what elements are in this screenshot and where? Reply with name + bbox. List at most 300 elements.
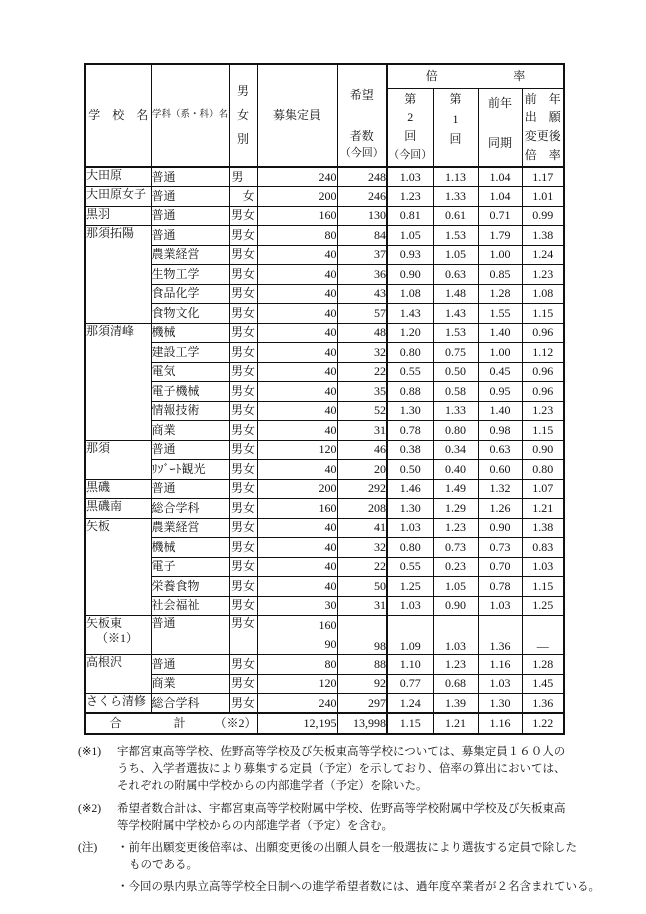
applicants-cell: 37 xyxy=(337,245,387,265)
ratio-prev-year-cell: 0.95 xyxy=(478,382,522,402)
department-cell: 社会福祉 xyxy=(151,596,229,616)
school-name: 黒羽 xyxy=(86,206,111,221)
ratio-prev-year-cell: 1.36 xyxy=(478,616,522,655)
gender-header-line: 男 xyxy=(236,84,249,98)
ratio-prev-year-cell: 1.00 xyxy=(478,343,522,363)
capacity-cell: 40 xyxy=(257,343,337,363)
ratio-round2-cell: 1.03 xyxy=(387,596,433,616)
ratio-round1-cell: 0.34 xyxy=(433,440,478,460)
ratio-round1-cell: 0.80 xyxy=(433,421,478,441)
col-header-round2 xyxy=(387,88,433,167)
school-footnote-ref: （※1） xyxy=(96,631,139,645)
department-cell: 普通 xyxy=(151,187,229,207)
col-header-department-label: 学科（系・科）名 xyxy=(151,110,228,120)
round2-header-line: 第 xyxy=(404,91,417,106)
ratio-prev-after-cell: 1.17 xyxy=(522,167,564,187)
school-name-cell xyxy=(85,187,151,207)
applicants-cell: 41 xyxy=(337,518,387,538)
capacity-cell: 240 xyxy=(257,694,337,714)
ratio-round1-cell: 1.23 xyxy=(433,518,478,538)
footnote-line: それぞれの附属中学校からの内部進学者（予定）を除いた。 xyxy=(117,780,428,792)
ratio-prev-after-cell: 1.08 xyxy=(522,284,564,304)
ratio-prev-year-cell: 1.40 xyxy=(478,401,522,421)
ratio-prev-year-cell: 0.45 xyxy=(478,362,522,382)
ratio-prev-after-cell: — xyxy=(522,616,564,655)
footnote-line: ・今回の県内県立高等学校全日制への進学希望者数には、過年度卒業者が２名含まれている。 xyxy=(117,881,600,893)
footnote-line: 希望者数合計は、宇都宮東高等学校附属中学校、佐野高等学校附属中学校及び矢板東高 xyxy=(117,802,566,815)
department-cell: 建設工学 xyxy=(151,343,229,363)
ratio-round2-cell: 0.77 xyxy=(387,674,433,694)
capacity-cell: 160 xyxy=(257,499,337,519)
ratio-prev-year-cell: 0.73 xyxy=(478,538,522,558)
capacity-cell: 40 xyxy=(257,557,337,577)
school-name-cell xyxy=(85,479,151,499)
ratio-round1-cell: 0.58 xyxy=(433,382,478,402)
department-cell: 普通 xyxy=(151,479,229,499)
table-row xyxy=(85,694,564,714)
applicants-cell: 92 xyxy=(337,674,387,694)
ratio-prev-year-cell: 1.04 xyxy=(478,167,522,187)
applicants-cell: 31 xyxy=(337,421,387,441)
capacity-cell: 40 xyxy=(257,460,337,480)
applicants-cell: 248 xyxy=(337,167,387,187)
col-header-ratio-group xyxy=(387,64,564,88)
footnote-label: (※1) xyxy=(78,746,102,758)
ratio-prev-after-cell: 0.96 xyxy=(522,382,564,402)
total-ratio-round1-cell: 1.21 xyxy=(433,713,478,734)
prev-after-header-line: 出 願 xyxy=(524,110,561,125)
gender-cell: 男 xyxy=(229,167,257,187)
footnote xyxy=(78,801,634,835)
capacity-cell: 200 xyxy=(257,479,337,499)
department-cell: 商業 xyxy=(151,421,229,441)
ratio-prev-after-cell: 0.99 xyxy=(522,206,564,226)
capacity-cell: 240 xyxy=(257,167,337,187)
col-header-gender xyxy=(229,64,257,167)
capacity-cell: 80 xyxy=(257,655,337,675)
ratio-prev-year-cell: 0.63 xyxy=(478,440,522,460)
capacity-cell: 40 xyxy=(257,401,337,421)
gender-cell: 男女 xyxy=(229,577,257,597)
applicants-cell: 48 xyxy=(337,323,387,343)
school-name: 那須清峰 xyxy=(86,323,135,338)
footnotes xyxy=(78,744,634,902)
gender-header-line: 女 xyxy=(236,108,249,122)
applicants-cell: 31 xyxy=(337,596,387,616)
footnote xyxy=(78,744,634,795)
gender-cell: 男女 xyxy=(229,479,257,499)
gender-cell: 男女 xyxy=(229,557,257,577)
col-header-school-label: 学 校 名 xyxy=(88,108,149,122)
ratio-prev-year-cell: 1.28 xyxy=(478,284,522,304)
capacity-cell xyxy=(257,616,337,655)
gender-cell: 男女 xyxy=(229,674,257,694)
department-cell: 商業 xyxy=(151,674,229,694)
school-name: 黒磯南 xyxy=(86,499,123,513)
ratio-round2-cell: 1.24 xyxy=(387,694,433,714)
ratio-prev-year-cell: 0.85 xyxy=(478,265,522,285)
ratio-group-label: 倍 xyxy=(425,68,438,83)
gender-cell: 男女 xyxy=(229,460,257,480)
capacity-cell: 120 xyxy=(257,674,337,694)
round1-header-line: 1 xyxy=(452,111,459,126)
ratio-prev-year-cell: 0.78 xyxy=(478,577,522,597)
gender-cell: 女 xyxy=(229,187,257,207)
footnote-line: 等学校附属中学校からの内部進学者（予定）を含む。 xyxy=(117,819,393,832)
capacity-line: 160 xyxy=(318,618,337,632)
round2-header-line: 回 xyxy=(404,129,417,144)
school-name: 那須 xyxy=(86,440,111,455)
footnote-text xyxy=(117,744,634,795)
footnote-text xyxy=(117,801,634,835)
capacity-cell: 40 xyxy=(257,577,337,597)
round1-header-line: 回 xyxy=(449,131,462,146)
gender-cell: 男女 xyxy=(229,245,257,265)
table-row xyxy=(85,421,564,441)
department-cell: 普通 xyxy=(151,206,229,226)
ratio-prev-year-cell: 0.90 xyxy=(478,518,522,538)
ratio-round2-cell: 0.55 xyxy=(387,362,433,382)
capacity-cell: 40 xyxy=(257,265,337,285)
department-cell: 普通 xyxy=(151,616,229,655)
gender-cell: 男女 xyxy=(229,304,257,324)
school-name: 那須拓陽 xyxy=(86,226,135,240)
prev-year-header-line: 前年 xyxy=(487,95,512,110)
ratio-round2-cell: 0.50 xyxy=(387,460,433,480)
total-capacity-cell: 12,195 xyxy=(257,713,337,734)
col-header-department xyxy=(151,64,229,167)
footnote-line: ものである。 xyxy=(129,859,198,871)
ratio-prev-after-cell: 1.28 xyxy=(522,655,564,675)
total-label: 合 xyxy=(109,716,122,730)
department-cell: 普通 xyxy=(151,655,229,675)
gender-header-line: 別 xyxy=(236,132,249,146)
footnote-label: (注) xyxy=(78,842,98,854)
ratio-round1-cell: 1.33 xyxy=(433,401,478,421)
enrollment-ratio-table xyxy=(84,63,565,735)
school-name: 大田原 xyxy=(86,168,123,182)
gender-cell: 男女 xyxy=(229,401,257,421)
ratio-prev-year-cell: 1.32 xyxy=(478,479,522,499)
school-name: 矢板 xyxy=(86,518,111,533)
ratio-round2-cell: 1.20 xyxy=(387,323,433,343)
school-name-cell xyxy=(85,518,151,616)
table-row xyxy=(85,265,564,285)
capacity-cell: 80 xyxy=(257,226,337,246)
capacity-cell: 40 xyxy=(257,323,337,343)
table-row xyxy=(85,577,564,597)
ratio-round2-cell: 0.38 xyxy=(387,440,433,460)
applicants-cell: 20 xyxy=(337,460,387,480)
school-name-cell xyxy=(85,226,151,324)
table-row xyxy=(85,655,564,675)
ratio-round2-cell: 1.23 xyxy=(387,187,433,207)
ratio-round1-cell: 0.90 xyxy=(433,596,478,616)
applicants-cell: 292 xyxy=(337,479,387,499)
ratio-prev-after-cell: 0.90 xyxy=(522,440,564,460)
ratio-round1-cell: 0.40 xyxy=(433,460,478,480)
ratio-prev-after-cell: 1.12 xyxy=(522,343,564,363)
col-header-applicants xyxy=(337,64,387,167)
applicants-cell: 52 xyxy=(337,401,387,421)
applicants-cell: 130 xyxy=(337,206,387,226)
ratio-prev-after-cell: 1.01 xyxy=(522,187,564,207)
table-row xyxy=(85,206,564,226)
applicants-header-line: （今回） xyxy=(339,147,384,159)
department-cell: 総合学科 xyxy=(151,499,229,519)
gender-cell: 男女 xyxy=(229,655,257,675)
ratio-prev-after-cell: 1.24 xyxy=(522,245,564,265)
table-row xyxy=(85,245,564,265)
ratio-prev-after-cell: 0.96 xyxy=(522,362,564,382)
applicants-cell: 50 xyxy=(337,577,387,597)
table-row xyxy=(85,674,564,694)
ratio-round2-cell: 1.25 xyxy=(387,577,433,597)
ratio-prev-year-cell: 0.98 xyxy=(478,421,522,441)
ratio-round1-cell: 1.29 xyxy=(433,499,478,519)
col-header-prev-year xyxy=(478,88,522,167)
capacity-cell: 200 xyxy=(257,187,337,207)
table-row xyxy=(85,323,564,343)
col-header-school xyxy=(85,64,151,167)
capacity-cell: 40 xyxy=(257,284,337,304)
ratio-round1-cell: 1.39 xyxy=(433,694,478,714)
ratio-prev-after-cell: 1.23 xyxy=(522,265,564,285)
table-row xyxy=(85,616,564,655)
ratio-prev-after-cell: 1.03 xyxy=(522,557,564,577)
footnote xyxy=(78,840,634,896)
capacity-cell: 40 xyxy=(257,518,337,538)
ratio-round2-cell: 0.80 xyxy=(387,538,433,558)
table-row xyxy=(85,362,564,382)
gender-cell: 男女 xyxy=(229,596,257,616)
ratio-prev-after-cell: 0.80 xyxy=(522,460,564,480)
gender-cell: 男女 xyxy=(229,206,257,226)
enrollment-table-body xyxy=(85,167,564,713)
ratio-prev-year-cell: 1.55 xyxy=(478,304,522,324)
total-label: 計 xyxy=(173,716,186,730)
school-name: 黒磯 xyxy=(86,479,111,494)
prev-after-header-line: 前 年 xyxy=(524,91,561,106)
ratio-prev-after-cell: 1.23 xyxy=(522,401,564,421)
department-cell: 総合学科 xyxy=(151,694,229,714)
prev-year-header-line: 同期 xyxy=(487,135,512,150)
table-row xyxy=(85,440,564,460)
department-cell: 機械 xyxy=(151,323,229,343)
ratio-round2-cell: 0.93 xyxy=(387,245,433,265)
total-label-cell xyxy=(85,713,257,734)
applicants-header-line: 者数 xyxy=(349,129,374,143)
ratio-prev-year-cell: 1.04 xyxy=(478,187,522,207)
gender-cell: 男女 xyxy=(229,382,257,402)
gender-cell: 男女 xyxy=(229,265,257,285)
department-cell: 電子 xyxy=(151,557,229,577)
department-cell: 食物文化 xyxy=(151,304,229,324)
department-cell: 農業経営 xyxy=(151,518,229,538)
ratio-prev-year-cell: 0.71 xyxy=(478,206,522,226)
table-row xyxy=(85,284,564,304)
ratio-prev-after-cell: 1.38 xyxy=(522,226,564,246)
table-row xyxy=(85,304,564,324)
capacity-cell: 120 xyxy=(257,440,337,460)
school-name-cell xyxy=(85,694,151,714)
gender-cell: 男女 xyxy=(229,284,257,304)
department-cell: 電子機械 xyxy=(151,382,229,402)
gender-cell: 男女 xyxy=(229,499,257,519)
applicants-cell: 88 xyxy=(337,655,387,675)
ratio-prev-after-cell: 1.21 xyxy=(522,499,564,519)
ratio-round2-cell: 1.46 xyxy=(387,479,433,499)
applicants-cell: 246 xyxy=(337,187,387,207)
table-row xyxy=(85,167,564,187)
department-cell: 情報技術 xyxy=(151,401,229,421)
gender-cell: 男女 xyxy=(229,362,257,382)
ratio-prev-after-cell: 1.15 xyxy=(522,577,564,597)
department-cell: 農業経営 xyxy=(151,245,229,265)
applicants-cell: 43 xyxy=(337,284,387,304)
col-header-round1 xyxy=(433,88,478,167)
applicants-cell: 208 xyxy=(337,499,387,519)
applicants-cell: 36 xyxy=(337,265,387,285)
department-cell: ﾘｿﾞｰﾄ観光 xyxy=(151,460,229,480)
table-row xyxy=(85,460,564,480)
table-row xyxy=(85,499,564,519)
gender-cell: 男女 xyxy=(229,538,257,558)
applicants-cell: 22 xyxy=(337,557,387,577)
ratio-round2-cell: 1.09 xyxy=(387,616,433,655)
ratio-prev-year-cell: 1.26 xyxy=(478,499,522,519)
table-row xyxy=(85,596,564,616)
applicants-cell: 22 xyxy=(337,362,387,382)
ratio-prev-after-cell: 1.15 xyxy=(522,304,564,324)
department-cell: 普通 xyxy=(151,440,229,460)
applicants-header-line: 希望 xyxy=(349,88,374,102)
ratio-round2-cell: 1.30 xyxy=(387,401,433,421)
col-header-capacity-label: 募集定員 xyxy=(272,108,321,122)
gender-cell: 男女 xyxy=(229,421,257,441)
ratio-round1-cell: 0.61 xyxy=(433,206,478,226)
ratio-prev-after-cell: 0.83 xyxy=(522,538,564,558)
table-row xyxy=(85,479,564,499)
ratio-round2-cell: 0.80 xyxy=(387,343,433,363)
ratio-prev-after-cell: 0.96 xyxy=(522,323,564,343)
table-header xyxy=(85,64,564,167)
ratio-round2-cell: 1.30 xyxy=(387,499,433,519)
ratio-round2-cell: 1.05 xyxy=(387,226,433,246)
ratio-round2-cell: 1.10 xyxy=(387,655,433,675)
applicants-cell: 57 xyxy=(337,304,387,324)
ratio-round1-cell: 0.50 xyxy=(433,362,478,382)
capacity-cell: 30 xyxy=(257,596,337,616)
footnote-line: 宇都宮東高等学校、佐野高等学校及び矢板東高等学校については、募集定員１６０人の xyxy=(117,746,566,758)
school-name-cell xyxy=(85,167,151,187)
ratio-prev-after-cell: 1.25 xyxy=(522,596,564,616)
gender-cell: 男女 xyxy=(229,694,257,714)
footnote-line: ・前年出願変更後倍率は、出願変更後の出願人員を一般選抜により選抜する定員で除した xyxy=(117,842,577,854)
ratio-round1-cell: 0.75 xyxy=(433,343,478,363)
gender-cell: 男女 xyxy=(229,616,257,655)
total-footnote-ref: （※2） xyxy=(214,716,257,730)
capacity-cell: 40 xyxy=(257,382,337,402)
col-header-capacity xyxy=(257,64,337,167)
ratio-prev-year-cell: 1.00 xyxy=(478,245,522,265)
ratio-round2-cell: 0.55 xyxy=(387,557,433,577)
ratio-round2-cell: 1.43 xyxy=(387,304,433,324)
gender-cell: 男女 xyxy=(229,323,257,343)
ratio-round2-cell: 1.08 xyxy=(387,284,433,304)
school-name-cell xyxy=(85,616,151,655)
ratio-prev-after-cell: 1.07 xyxy=(522,479,564,499)
ratio-round1-cell: 0.73 xyxy=(433,538,478,558)
department-cell: 普通 xyxy=(151,167,229,187)
department-cell: 生物工学 xyxy=(151,265,229,285)
applicants-cell: 35 xyxy=(337,382,387,402)
school-name: さくら清修 xyxy=(86,694,147,708)
ratio-round2-cell: 1.03 xyxy=(387,167,433,187)
table-row xyxy=(85,538,564,558)
applicants-cell: 46 xyxy=(337,440,387,460)
gender-cell: 男女 xyxy=(229,226,257,246)
capacity-cell: 40 xyxy=(257,245,337,265)
ratio-prev-year-cell: 0.60 xyxy=(478,460,522,480)
total-ratio-prev-after-cell: 1.22 xyxy=(522,713,564,734)
ratio-round2-cell: 1.03 xyxy=(387,518,433,538)
ratio-prev-year-cell: 1.03 xyxy=(478,674,522,694)
total-ratio-round2-cell: 1.15 xyxy=(387,713,433,734)
ratio-prev-year-cell: 1.79 xyxy=(478,226,522,246)
ratio-prev-after-cell: 1.36 xyxy=(522,694,564,714)
ratio-prev-after-cell: 1.38 xyxy=(522,518,564,538)
ratio-round1-cell: 1.43 xyxy=(433,304,478,324)
ratio-prev-after-cell: 1.45 xyxy=(522,674,564,694)
footnote-text xyxy=(117,840,634,896)
ratio-round1-cell: 1.03 xyxy=(433,616,478,655)
ratio-round1-cell: 1.49 xyxy=(433,479,478,499)
applicants-cell: 32 xyxy=(337,538,387,558)
capacity-cell: 40 xyxy=(257,421,337,441)
capacity-line: 90 xyxy=(324,637,337,651)
gender-cell: 男女 xyxy=(229,440,257,460)
ratio-prev-after-cell: 1.15 xyxy=(522,421,564,441)
capacity-cell: 40 xyxy=(257,538,337,558)
applicants-cell: 297 xyxy=(337,694,387,714)
table-row xyxy=(85,226,564,246)
table-row xyxy=(85,557,564,577)
total-applicants-cell: 13,998 xyxy=(337,713,387,734)
applicants-cell: 84 xyxy=(337,226,387,246)
table-row xyxy=(85,343,564,363)
ratio-group-label: 率 xyxy=(513,68,526,83)
round1-header-line: 第 xyxy=(449,91,462,106)
department-cell: 普通 xyxy=(151,226,229,246)
ratio-round1-cell: 1.05 xyxy=(433,577,478,597)
department-cell: 栄養食物 xyxy=(151,577,229,597)
gender-cell: 男女 xyxy=(229,343,257,363)
ratio-round1-cell: 1.33 xyxy=(433,187,478,207)
ratio-round2-cell: 0.78 xyxy=(387,421,433,441)
school-name-cell xyxy=(85,655,151,694)
ratio-round2-cell: 0.81 xyxy=(387,206,433,226)
total-ratio-prev-year-cell: 1.16 xyxy=(478,713,522,734)
ratio-round1-cell: 0.23 xyxy=(433,557,478,577)
ratio-prev-year-cell: 1.03 xyxy=(478,596,522,616)
round2-header-line: 2 xyxy=(407,110,414,125)
ratio-round1-cell: 1.23 xyxy=(433,655,478,675)
footnote-bullet xyxy=(117,840,634,874)
footnote-line: うち、入学者選抜により募集する定員（予定）を示しており、倍率の算出においては、 xyxy=(117,763,566,775)
school-name: 高根沢 xyxy=(86,655,123,669)
capacity-cell: 40 xyxy=(257,304,337,324)
